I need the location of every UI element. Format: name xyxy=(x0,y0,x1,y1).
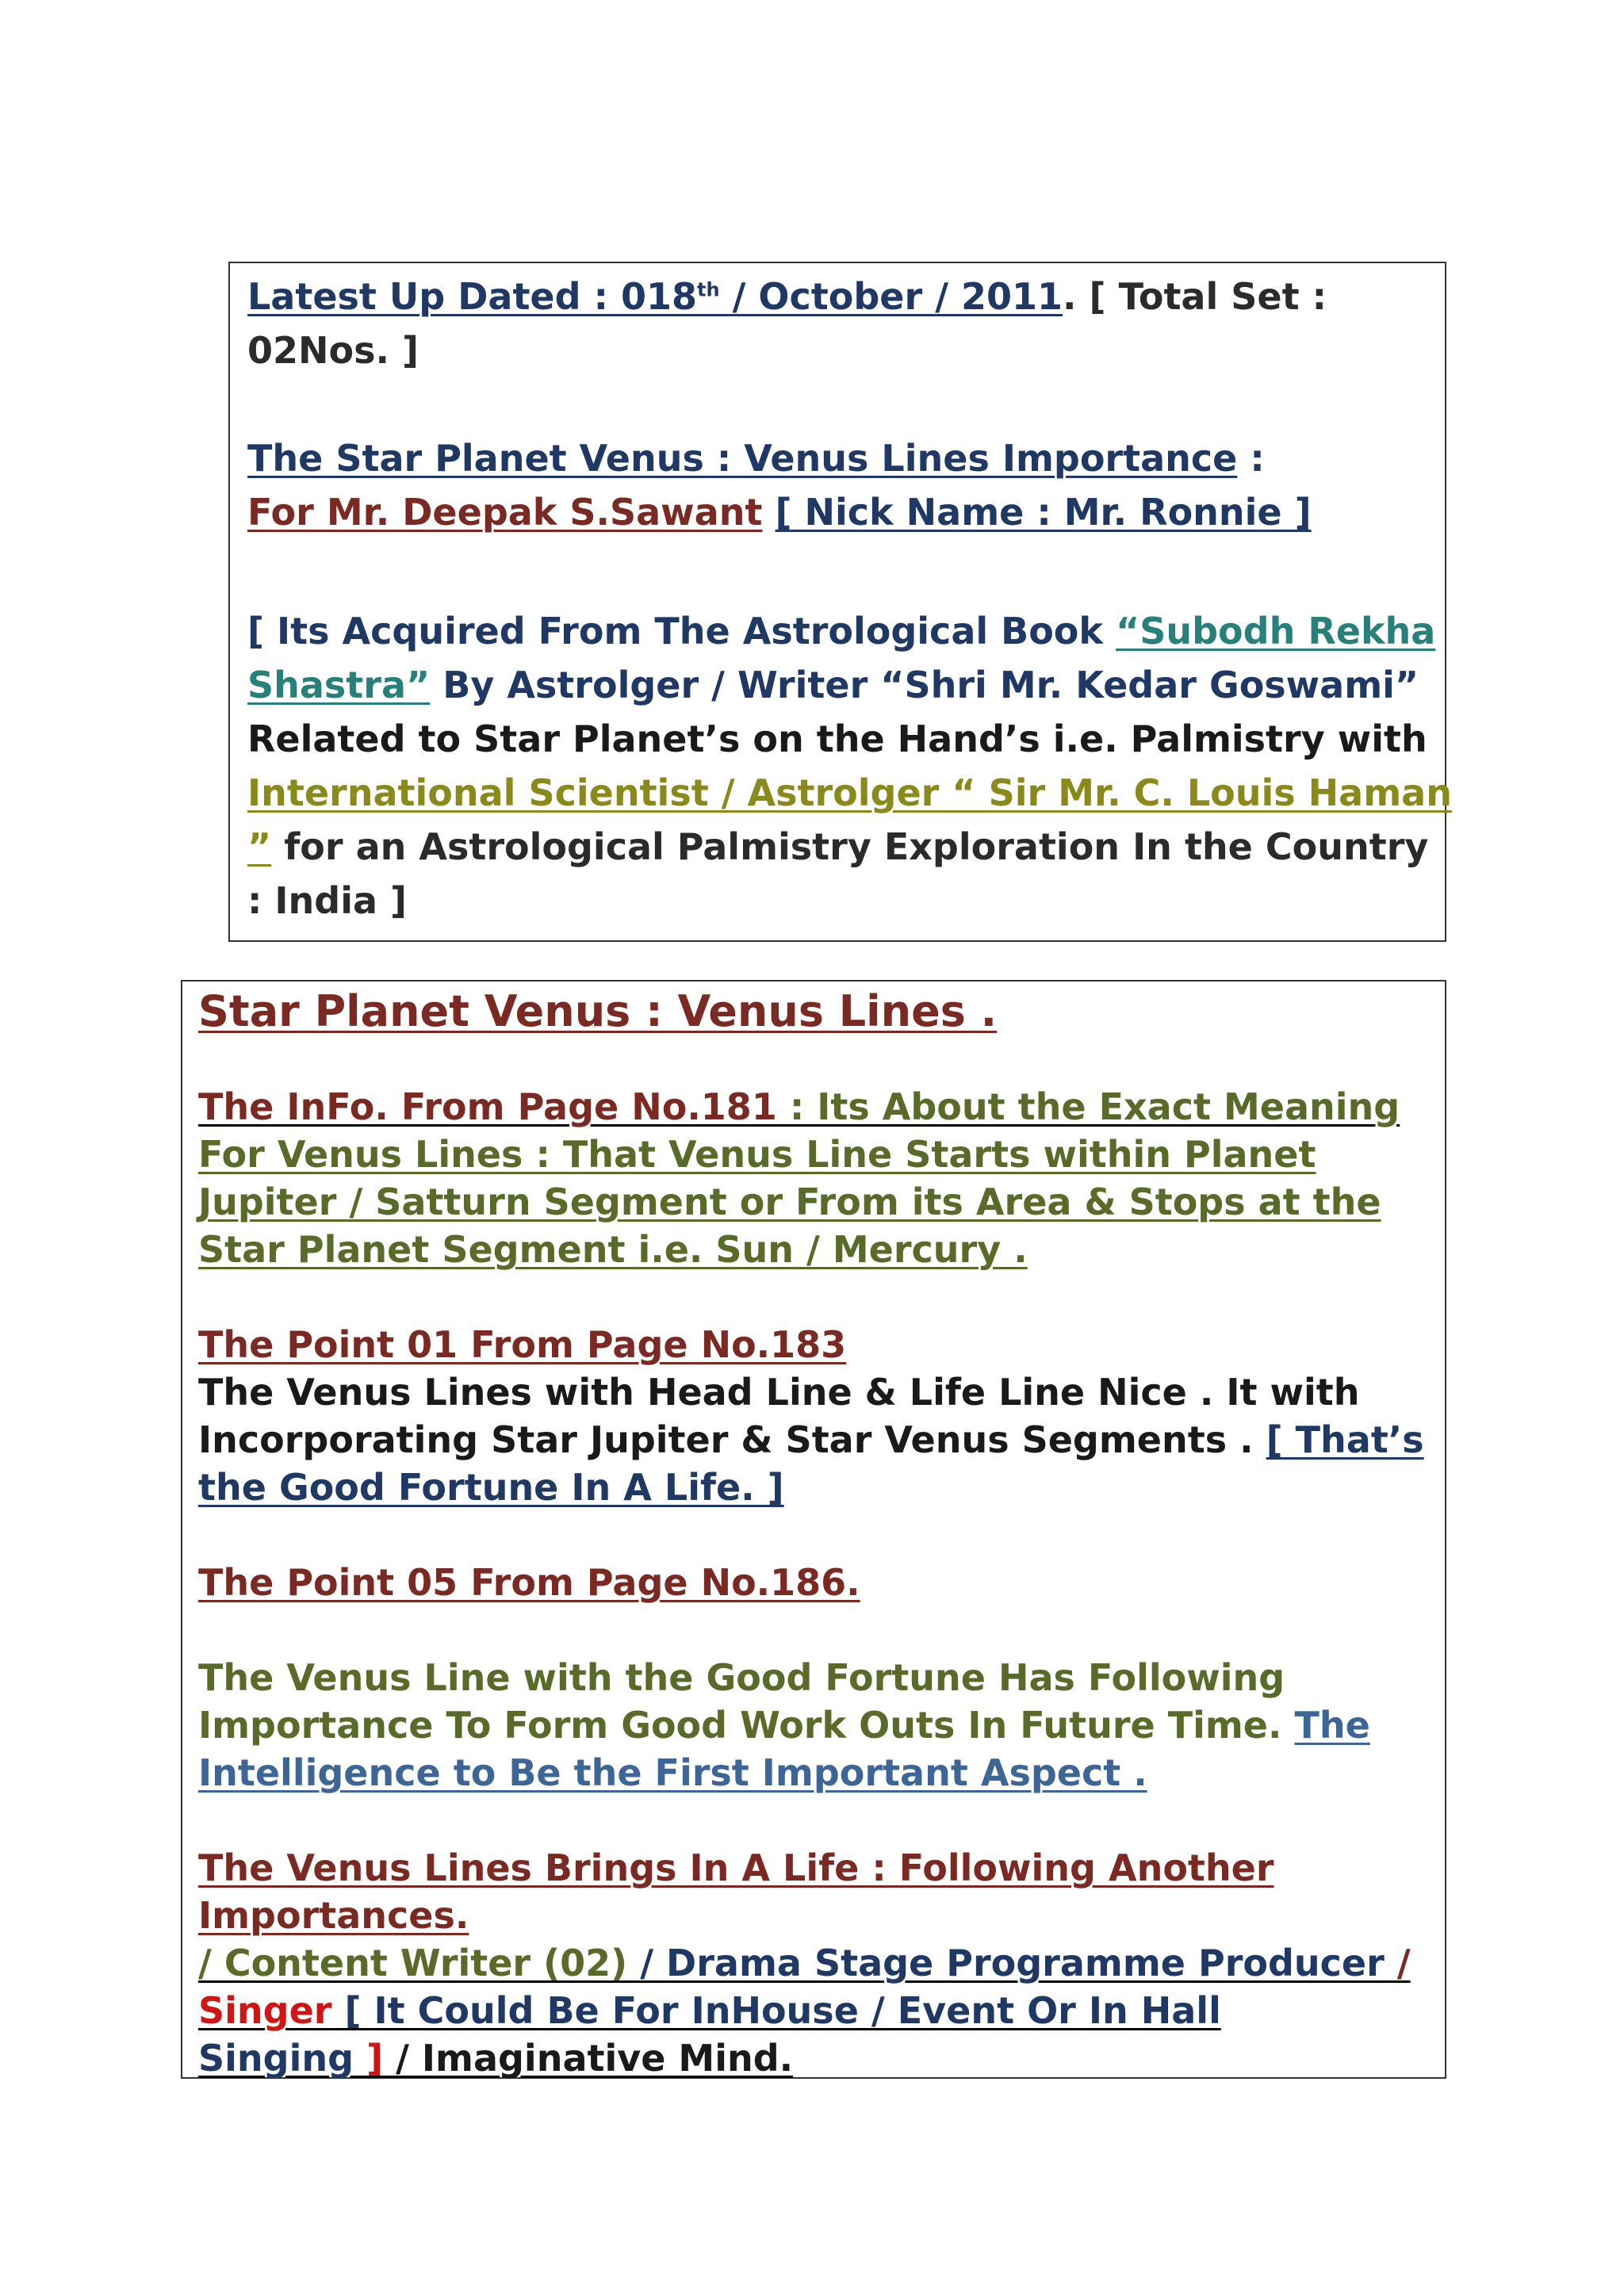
good-fortune-a: [ That’s xyxy=(1266,1418,1424,1461)
book-title-part2: Shastra” xyxy=(247,664,431,706)
point-01-line-1: The Venus Lines with Head Line & Life Line Nice . It with xyxy=(198,1371,1360,1414)
info-line-4: Star Planet Segment i.e. Sun / Mercury . xyxy=(198,1228,1028,1271)
star-title-colon: : xyxy=(1237,437,1265,480)
list-slash: / xyxy=(1384,1942,1411,1984)
country-line: : India ] xyxy=(247,879,408,922)
update-date-month: / October / 2011 xyxy=(719,275,1063,318)
star-title: The Star Planet Venus : Venus Lines Importance xyxy=(247,437,1238,480)
info-line-2: For Venus Lines : That Venus Line Starts within Planet xyxy=(198,1133,1316,1176)
inhouse-text: [ It Could Be For InHouse / Event Or In Hall xyxy=(344,1989,1221,2032)
info-line-1 xyxy=(198,1083,1421,1131)
for-name-line xyxy=(247,485,1416,539)
content-writer: / Content Writer (02) xyxy=(198,1942,641,1984)
drama-producer: Drama Stage Programme Producer xyxy=(666,1942,1385,1984)
point-01-heading: The Point 01 From Page No.183 xyxy=(198,1323,847,1366)
book-title-part1: “Subodh Rekha xyxy=(1116,610,1436,652)
update-date-sup: th xyxy=(697,278,720,301)
point-01-text: Incorporating Star Jupiter & Star Venus Segments . xyxy=(198,1418,1266,1461)
update-date-text: Latest Up Dated : 018 xyxy=(247,275,698,318)
related-line: Related to Star Planet’s on the Hand’s i.e. Palmistry with xyxy=(247,718,1427,760)
acquired-text: [ Its Acquired From The Astrological Book xyxy=(247,610,1116,652)
info-page-ref: The InFo. From Page No.181 xyxy=(198,1085,777,1128)
singer-text: Singer xyxy=(198,1989,332,2032)
writer-line xyxy=(247,658,1419,712)
imaginative-mind: / Imaginative Mind. xyxy=(383,2037,794,2080)
point-05-line-2 xyxy=(198,1701,1421,1749)
info-line-3: Jupiter / Satturn Segment or From its Area & Stops at the xyxy=(198,1181,1381,1223)
writer-text: By Astrolger / Writer “Shri Mr. Kedar Goswami” xyxy=(430,664,1419,706)
update-line xyxy=(247,270,1416,323)
section-heading: Star Planet Venus : Venus Lines . xyxy=(198,986,998,1036)
total-set-label: . [ Total Set : xyxy=(1063,275,1327,318)
point-05-line-1: The Venus Line with the Good Fortune Has Following xyxy=(198,1656,1285,1699)
exploration-line xyxy=(247,820,1429,874)
point-01-line-2 xyxy=(198,1416,1424,1464)
singer-line xyxy=(198,1987,1421,2034)
international-line: International Scientist / Astrolger “ Sir Mr. C. Louis Haman xyxy=(247,771,1452,814)
for-name: For Mr. Deepak S.Sawant xyxy=(247,491,763,534)
quote-end: ” xyxy=(247,825,272,868)
brings-line-2: Importances. xyxy=(198,1894,469,1937)
exploration-text: for an Astrological Palmistry Exploration In the Country xyxy=(271,825,1429,868)
singing-line xyxy=(198,2034,1421,2082)
acquired-line xyxy=(247,604,1436,658)
list-sep: / xyxy=(640,1942,667,1984)
info-text: : Its About the Exact Meaning xyxy=(776,1085,1400,1128)
total-set-value: 02Nos. ] xyxy=(247,329,419,372)
point-05-heading: The Point 05 From Page No.186. xyxy=(198,1561,860,1604)
star-title-line xyxy=(247,431,1416,485)
intelligence-a: The xyxy=(1294,1704,1370,1747)
singing-bracket: ] xyxy=(354,2037,384,2080)
nick-name: [ Nick Name : Mr. Ronnie ] xyxy=(775,491,1312,534)
singing-text: Singing xyxy=(198,2037,354,2080)
point-05-text: Importance To Form Good Work Outs In Future Time. xyxy=(198,1704,1295,1747)
venus-lines-box xyxy=(181,980,1446,2079)
header-info-box xyxy=(228,262,1452,942)
point-05-line-3: Intelligence to Be the First Important Aspect . xyxy=(198,1751,1147,1794)
list-line xyxy=(198,1939,1421,1987)
point-01-line-3: the Good Fortune In A Life. ] xyxy=(198,1466,784,1509)
brings-line-1: The Venus Lines Brings In A Life : Following Another xyxy=(198,1846,1274,1889)
